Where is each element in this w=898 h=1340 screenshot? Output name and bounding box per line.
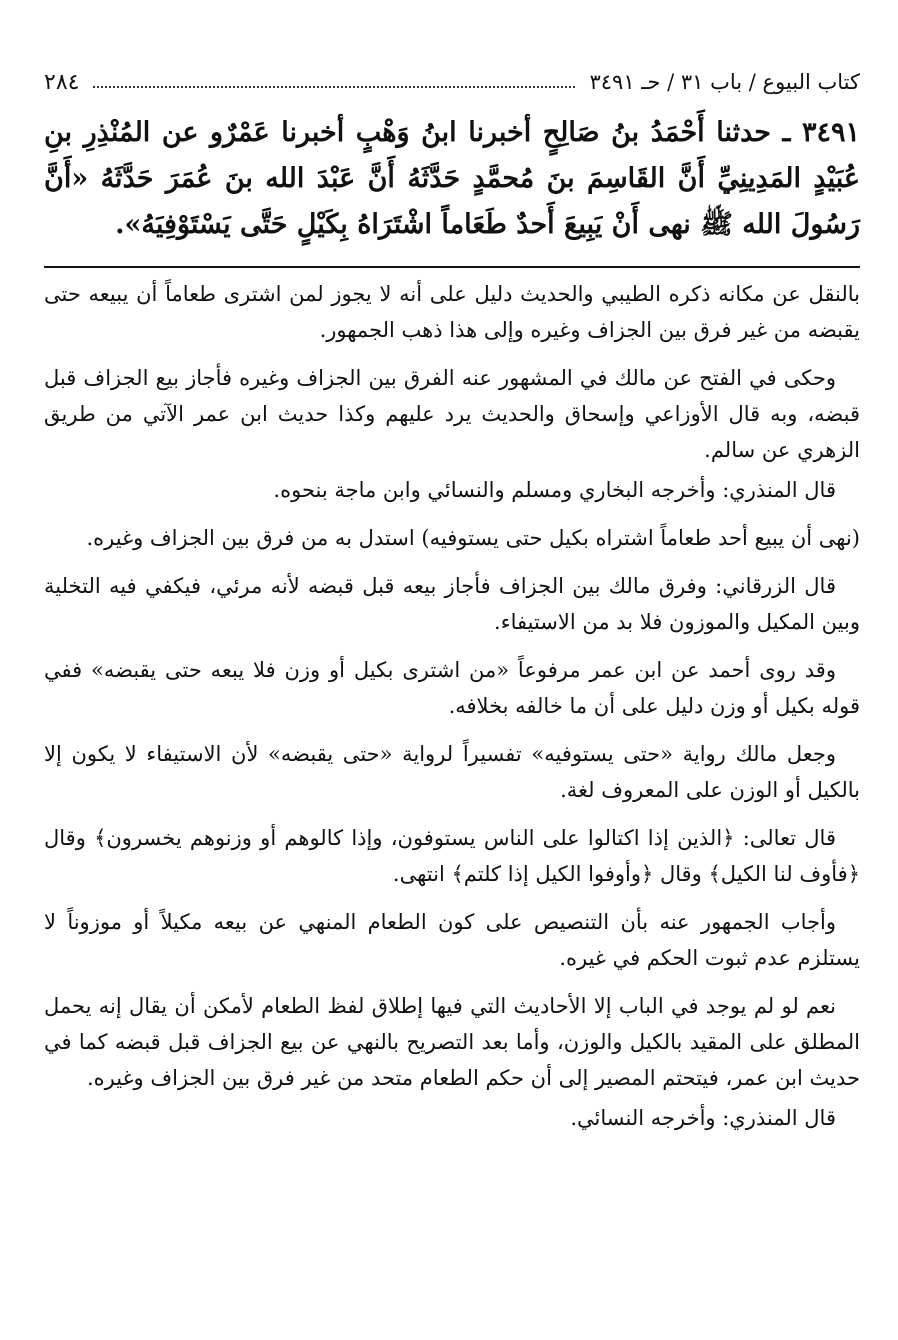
commentary-paragraph: نعم لو لم يوجد في الباب إلا الأحاديث التي فيها إطلاق لفظ الطعام لأمكن أن يقال إنه يحمل المطلق على المقيد بالكيل والوزن، وأما بعد التصريح بالنهي عن بيع الجزاف قبل قبضه كما في حديث ابن عمر، فيتحتم المصير إلى أن حكم الطعام متحد من غير فرق بين الجزاف وغيره.: [44, 994, 860, 1090]
header-dotted-leader: [93, 86, 575, 88]
page-header: [44, 60, 860, 104]
hadith-number: ٣٤٩١ ـ: [782, 117, 860, 148]
hadith-text-block: [44, 110, 860, 248]
commentary-paragraph: وحكى في الفتح عن مالك في المشهور عنه الفرق بين الجزاف وغيره فأجاز بيع الجزاف قبل قبضه، وبه قال الأوزاعي وإسحاق والحديث يرد عليهم وكذا حديث ابن عمر الآتي من طريق الزهري عن سالم.: [44, 366, 860, 462]
document-page: [44, 60, 860, 1330]
running-title: كتاب البيوع / باب ٣١ / حـ ٣٤٩١: [589, 70, 860, 94]
commentary-paragraph: وأجاب الجمهور عنه بأن التنصيص على كون الطعام المنهي عن بيعه مكيلاً أو موزوناً لا يستلزم عدم ثبوت الحكم في غيره.: [44, 910, 860, 970]
commentary-section: [44, 276, 860, 1136]
commentary-paragraph: وجعل مالك رواية «حتى يستوفيه» تفسيراً لرواية «حتى يقبضه» لأن الاستيفاء لا يكون إلا بالكيل أو الوزن على المعروف لغة.: [44, 742, 860, 802]
commentary-paragraph: قال المنذري: وأخرجه النسائي.: [570, 1106, 836, 1130]
commentary-paragraph: قال الزرقاني: وفرق مالك بين الجزاف فأجاز بيعه قبل قبضه لأنه مرئي، فيكفي فيه التخلية وبين المكيل والموزون فلا بد من الاستيفاء.: [44, 574, 860, 634]
commentary-paragraph: وقد روى أحمد عن ابن عمر مرفوعاً «من اشترى بكيل أو وزن فلا يبعه حتى يقبضه» ففي قوله بكيل أو وزن دليل على أن ما خالفه بخلافه.: [44, 658, 860, 718]
commentary-paragraph: قال المنذري: وأخرجه البخاري ومسلم والنسائي وابن ماجة بنحوه.: [273, 478, 836, 502]
commentary-paragraph: قال تعالى: ﴿الذين إذا اكتالوا على الناس يستوفون، وإذا كالوهم أو وزنوهم يخسرون﴾ وقال ﴿فأوف لنا الكيل﴾ وقال ﴿وأوفوا الكيل إذا كلتم﴾ انتهى.: [44, 826, 860, 886]
commentary-paragraph: بالنقل عن مكانه ذكره الطيبي والحديث دليل على أنه لا يجوز لمن اشترى طعاماً أن يبيعه حتى يقبضه من غير فرق بين الجزاف وغيره وإلى هذا ذهب الجمهور.: [44, 282, 860, 342]
commentary-paragraph: (نهى أن يبيع أحد طعاماً اشتراه بكيل حتى يستوفيه) استدل به من فرق بين الجزاف وغيره.: [86, 526, 860, 550]
footnote-divider: [44, 266, 860, 268]
hadith-text: حدثنا أَحْمَدُ بنُ صَالِحٍ أخبرنا ابنُ وَهْبٍ أخبرنا عَمْرٌو عن المُنْذِرِ بنِ عُبَيْدٍ المَدِينِيِّ أَنَّ القَاسِمَ بنَ مُحمَّدٍ حَدَّثَهُ أَنَّ عَبْدَ الله بنَ عُمَرَ حَدَّثَهُ «أَنَّ رَسُولَ الله ﷺ نهى أَنْ يَبِيعَ أَحدٌ طَعَاماً اشْتَرَاهُ بِكَيْلٍ حَتَّى يَسْتَوْفِيَهُ».: [44, 117, 860, 240]
page-number: ٢٨٤: [44, 69, 80, 95]
